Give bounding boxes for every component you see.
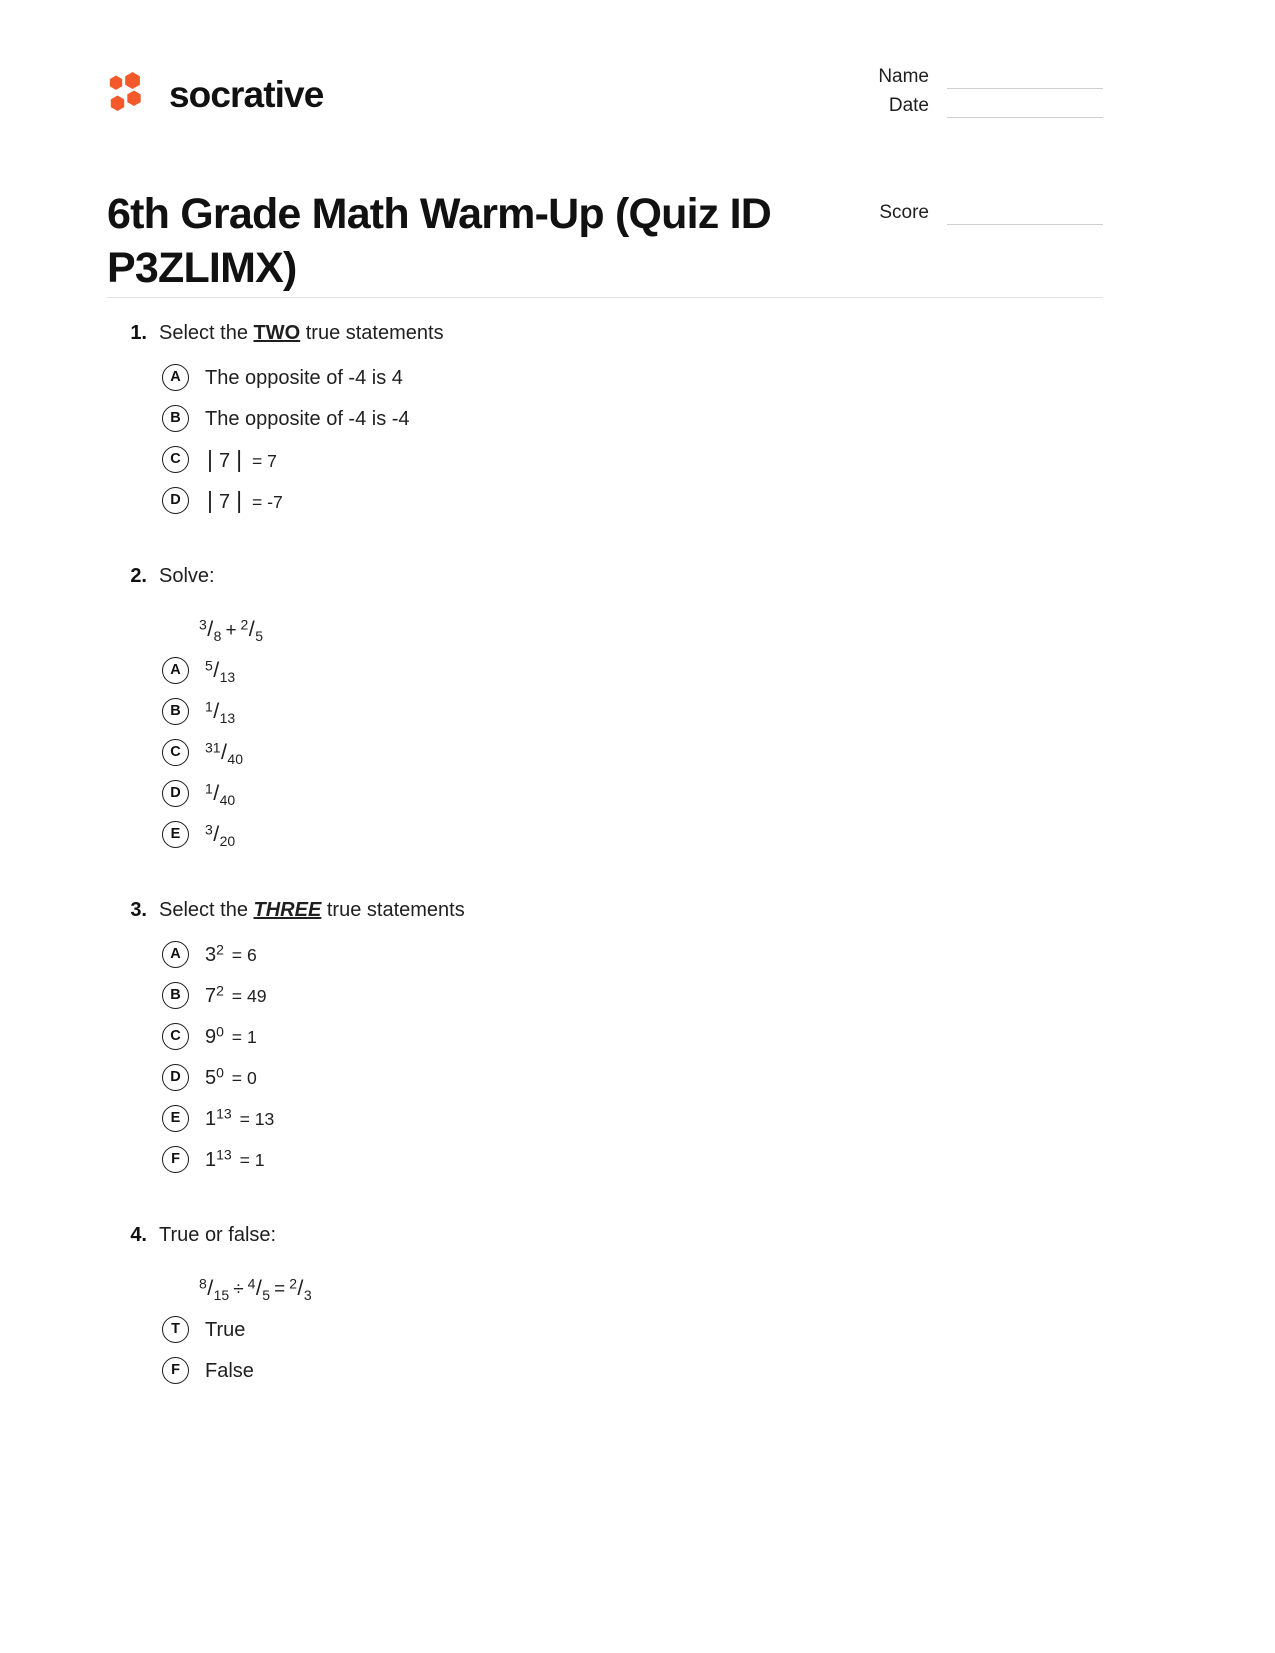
question-2-choice-d[interactable] bbox=[107, 773, 1103, 814]
question-2-header bbox=[107, 563, 1103, 590]
choice-bubble-d[interactable]: D bbox=[162, 780, 189, 807]
question-1-prompt-post: true statements bbox=[300, 322, 444, 344]
question-3-prompt-pre: Select the bbox=[159, 899, 254, 921]
question-3-choice-c[interactable] bbox=[107, 1016, 1103, 1057]
choice-bubble-c[interactable]: C bbox=[162, 446, 189, 473]
question-1-choice-d[interactable] bbox=[107, 480, 1103, 521]
score-field-row bbox=[803, 196, 1103, 225]
name-field-label: Name bbox=[878, 66, 929, 87]
question-4-stem bbox=[199, 1275, 1103, 1301]
date-field-input[interactable] bbox=[947, 94, 1103, 118]
header-divider bbox=[107, 297, 1103, 298]
question-1-prompt-emphasis: TWO bbox=[253, 322, 301, 344]
choice-label-f: $1^{13} = 1$ bbox=[205, 1146, 265, 1171]
question-2-choices bbox=[107, 650, 1103, 855]
question-1-header bbox=[107, 320, 1103, 347]
question-2-choice-b[interactable] bbox=[107, 691, 1103, 732]
choice-bubble-b[interactable]: B bbox=[162, 982, 189, 1009]
choice-bubble-d[interactable]: D bbox=[162, 1064, 189, 1091]
choice-bubble-t[interactable]: T bbox=[162, 1316, 189, 1343]
choice-bubble-b[interactable]: B bbox=[162, 405, 189, 432]
question-2-prompt: Solve: bbox=[159, 565, 215, 587]
score-field-block bbox=[803, 196, 1103, 225]
questions-list bbox=[107, 320, 1103, 1433]
question-2-expression: $^3/_8 + ^2/_5$ bbox=[199, 616, 263, 644]
socrative-hexagon-logo-icon bbox=[107, 70, 155, 118]
question-3-prompt bbox=[159, 897, 465, 924]
choice-label-e: $^3/_{20}$ bbox=[205, 821, 236, 850]
choice-bubble-d[interactable]: D bbox=[162, 487, 189, 514]
question-4-header bbox=[107, 1222, 1103, 1249]
question-1-prompt bbox=[159, 320, 444, 347]
choice-label-a: The opposite of -4 is 4 bbox=[205, 366, 403, 389]
question-4-prompt: True or false: bbox=[159, 1224, 277, 1246]
page-header bbox=[107, 60, 1103, 140]
question-4 bbox=[107, 1222, 1103, 1391]
question-3-choice-d[interactable] bbox=[107, 1057, 1103, 1098]
choice-bubble-a[interactable]: A bbox=[162, 941, 189, 968]
choice-bubble-f[interactable]: F bbox=[162, 1146, 189, 1173]
question-3-choice-a[interactable] bbox=[107, 934, 1103, 975]
name-field-row bbox=[803, 60, 1103, 89]
question-2 bbox=[107, 563, 1103, 855]
choice-bubble-a[interactable]: A bbox=[162, 364, 189, 391]
choice-label-c: | 7 | = 7 bbox=[207, 445, 277, 472]
choice-label-true: True bbox=[205, 1318, 246, 1341]
brand-name: socrative bbox=[169, 73, 324, 115]
date-field-row bbox=[803, 89, 1103, 118]
score-field-input[interactable] bbox=[947, 201, 1103, 225]
choice-label-d: | 7 | = -7 bbox=[207, 486, 283, 513]
choice-bubble-b[interactable]: B bbox=[162, 698, 189, 725]
choice-label-a: $^5/_{13}$ bbox=[205, 657, 236, 686]
choice-label-b: The opposite of -4 is -4 bbox=[205, 407, 410, 430]
question-1-choice-b[interactable] bbox=[107, 398, 1103, 439]
choice-label-b: $7^2 = 49$ bbox=[205, 982, 267, 1007]
question-3-choice-b[interactable] bbox=[107, 975, 1103, 1016]
choice-label-a: $3^2 = 6$ bbox=[205, 941, 257, 966]
choice-label-c: $9^0 = 1$ bbox=[205, 1023, 257, 1048]
question-2-number: 2. bbox=[130, 565, 147, 587]
question-2-stem bbox=[199, 616, 1103, 642]
name-field-input[interactable] bbox=[947, 65, 1103, 89]
question-3-choice-e[interactable] bbox=[107, 1098, 1103, 1139]
question-2-choice-c[interactable] bbox=[107, 732, 1103, 773]
question-1-prompt-pre: Select the bbox=[159, 322, 254, 344]
question-1-choice-c[interactable] bbox=[107, 439, 1103, 480]
choice-bubble-e[interactable]: E bbox=[162, 1105, 189, 1132]
question-3-choices bbox=[107, 934, 1103, 1180]
question-3 bbox=[107, 897, 1103, 1180]
date-field-label: Date bbox=[888, 95, 929, 116]
question-1-number: 1. bbox=[130, 322, 147, 344]
choice-bubble-c[interactable]: C bbox=[162, 1023, 189, 1050]
question-3-choice-f[interactable] bbox=[107, 1139, 1103, 1180]
question-4-choice-true[interactable] bbox=[107, 1309, 1103, 1350]
choice-label-d: $5^0 = 0$ bbox=[205, 1064, 257, 1089]
choice-bubble-e[interactable]: E bbox=[162, 821, 189, 848]
question-3-header bbox=[107, 897, 1103, 924]
choice-label-d: $^1/_{40}$ bbox=[205, 780, 236, 809]
question-1-choices bbox=[107, 357, 1103, 521]
choice-bubble-a[interactable]: A bbox=[162, 657, 189, 684]
page-title: 6th Grade Math Warm-Up (Quiz ID P3ZLIMX) bbox=[107, 189, 772, 293]
choice-label-c: $^{31}/_{40}$ bbox=[205, 739, 243, 768]
choice-bubble-f[interactable]: F bbox=[162, 1357, 189, 1384]
choice-label-e: $1^{13} = 13$ bbox=[205, 1105, 275, 1130]
question-1 bbox=[107, 320, 1103, 521]
question-3-prompt-post: true statements bbox=[321, 899, 465, 921]
question-4-expression: $^8/_{15} \div ^4/_5 = ^2/_3$ bbox=[199, 1275, 312, 1303]
question-3-number: 3. bbox=[130, 899, 147, 921]
score-field-label: Score bbox=[879, 202, 929, 223]
brand-logo bbox=[107, 70, 323, 118]
choice-label-false: False bbox=[205, 1359, 254, 1382]
question-2-choice-a[interactable] bbox=[107, 650, 1103, 691]
question-4-choices bbox=[107, 1309, 1103, 1391]
question-4-choice-false[interactable] bbox=[107, 1350, 1103, 1391]
choice-bubble-c[interactable]: C bbox=[162, 739, 189, 766]
choice-label-b: $^1/_{13}$ bbox=[205, 698, 236, 727]
question-4-number: 4. bbox=[130, 1224, 147, 1246]
question-3-prompt-emphasis: THREE bbox=[253, 899, 322, 921]
question-1-choice-a[interactable] bbox=[107, 357, 1103, 398]
student-info-fields bbox=[803, 60, 1103, 118]
question-2-choice-e[interactable] bbox=[107, 814, 1103, 855]
